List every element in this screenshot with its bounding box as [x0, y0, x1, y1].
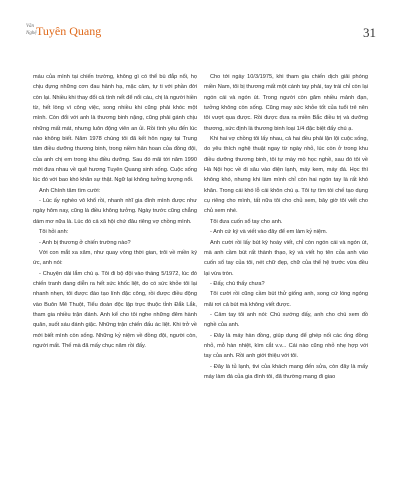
paragraph: - Chuyện dài lắm chú ạ. Tôi đi bộ đội vào tháng 5/1972, lúc đó chiến tranh đang diễn ra hết sức khốc liệt, do có sức khỏe tôi lại nhanh nhẹn, tôi được đào tạo lính đặc công, rồi được điều động vào Buôn Mê Thuột, Tiểu đoàn độc lập trực thuộc tỉnh Đắk Lắk, tham gia nhiều trận đánh. Anh kể cho tôi nghe những đêm hành quân, suốt sáu đánh giặc. Những trận chiến đấu ác liệt. Khi trở về mới biết mình còn sống. Những kỷ niệm về đồng đội, người còn, người mất. Thế mà đã mấy chục năm rồi đấy. [33, 270, 197, 349]
paragraph: - Đây là máy hàn đồng, giúp dụng để ghép nối các ống đồng nhỏ, mỏ hàn nhiệt, kìm cắt v.v... Cái nào cũng nhỏ nhẹ hợp với tay của anh. Rồi anh giới thiệu với tôi. [204, 332, 368, 360]
paragraph: Cho tới ngày 10/3/1975, khi tham gia chiến dịch giải phóng miền Nam, tôi bị thương mất một cánh tay phải, tay trái chỉ còn lại ngón cái và ngón út. Trong người còn găm nhiều mảnh đạn, tưởng không còn sống. Cũng may sức khỏe tốt của tuổi trẻ nên tôi vượt qua được. Rồi được đưa ra miền Bắc điều trị và dưỡng thương, sức định là thương binh loại 1/4 đặc biệt đấy chú ạ. [204, 74, 368, 132]
paragraph: - Đấy, chú thấy chưa? [210, 280, 265, 287]
paragraph: Khi hai vợ chồng tôi lấy nhau, cả hai đều phải lận lội cuộc sống, do yêu thích nghệ thuật ngay từ ngày nhỏ, lúc còn ở trong khu điều dưỡng thương binh, tôi tự mày mò học nghề, sau đó tôi về Hà Nội học về đi sâu vào điện lạnh, máy kem, máy đá. Học thì không khó, nhưng khi làm mình chỉ còn hai ngón tay là rất khó khăn. Trong cái khó lỗ cái khôn chú ạ. Tôi tự tìm tòi chế tạo dụng cụ riêng cho mình, tất nữa tôi cho chủ xem, bây giờ tôi viết cho chủ xem nhé. [204, 136, 368, 215]
paragraph: Tôi cười rồi cũng cầm bút thử giống anh, song cứ lóng ngóng mãi rơi cả bút mà không viết được. [204, 291, 368, 308]
page-header [26, 22, 376, 52]
paragraph: - Đây là tủ lạnh, tivi của khách mang đến sửa, còn đây là mấy máy làm đá của gia đình tôi, đã thường mang đi giao [204, 363, 368, 380]
left-text-column [33, 72, 197, 351]
paragraph: - Cảm tay tôi anh nói: Chú xướng đấy, anh cho chú xem đồ nghề của anh. [204, 311, 368, 329]
paragraph: máu của mình tại chiến trường, không gì có thể bù đắp nổi, họ chịu đựng những cơn đau hành hạ, mặc cảm, tự ti với phần đời còn lại. Nhiều khi thay đổi cả tính nết để nổi cáu, chị là người hiền từ, hết lòng vì công việc, song nhiều khi cũng phải khóc một mình. Còn đổi với anh là thương binh nặng, cũng phải gánh chịu những mất mát, nhưng luôn động viên an ủi. Rồi tình yêu đến lúc nào không biết. Năm 1978 chúng tôi đã kết hôn ngay tại Trung tâm điều dưỡng thương binh, trong niềm hân hoan của đồng đội, của anh chị em trong khu điều dưỡng. Sau đó mãi tới năm 1990 mới đưa nhau về quê hương Tuyên Quang sinh sống. Cuộc sống lúc đó với bao khó khăn sự thật. Ngữ lại không tưởng tượng nổi. [33, 74, 197, 184]
paragraph: Tôi đưa cuốn sổ tay cho anh. [210, 218, 283, 225]
magazine-logo-small-top: Văn [26, 24, 35, 29]
paragraph: - Anh cứ ký và viết vào đây để em làm kỷ niệm. [210, 229, 328, 236]
paragraph: - Anh bị thương ở chiến trường nào? [39, 239, 131, 246]
right-text-column [204, 72, 368, 382]
paragraph: Tôi hỏi anh: [39, 229, 69, 236]
paragraph: Anh cười rồi lấy bút kỳ hoáy viết, chỉ còn ngón cái và ngón út, mà anh cầm bút rất thành thạo, ký và viết họ tên của anh vào cuốn sổ tay của tôi, nét chữ đẹp, chữ của thể hệ trước vừa đều lại vừa tròn. [204, 239, 368, 277]
page-number: 31 [363, 25, 376, 40]
paragraph: Anh Chính tâm tìm cười: [39, 187, 101, 194]
paragraph: Với con mắt xa xăm, như quay vòng thời gian, trôi về miền ký ức, anh nói: [33, 249, 197, 267]
magazine-logo-title: Tuyên Quang [36, 24, 102, 38]
paragraph: - Lúc ấy nghèo vô khổ rồi, nhanh nhĩ gia đình mình được như ngày hôm nay, cũng là điều không tưởng. Ngày trước cũng chẳng dám mơ nữa là. Lúc đó cả xã hội chứ đâu riêng vợ chồng mình. [33, 198, 197, 225]
magazine-logo-small-bottom: Nghệ [26, 31, 37, 36]
